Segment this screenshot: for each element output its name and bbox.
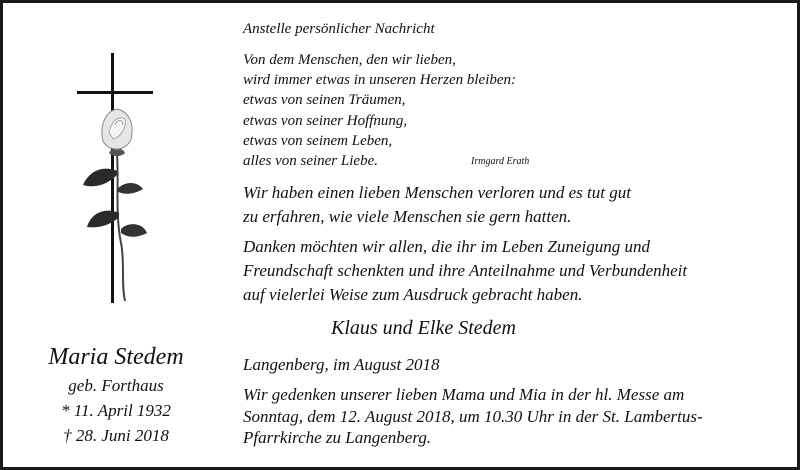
poem-line: etwas von seinen Träumen, [243, 92, 406, 109]
intro-text: Anstelle persönlicher Nachricht [243, 21, 435, 37]
poem-line: wird immer etwas in unseren Herzen bleiben: [243, 72, 517, 89]
paragraph-line: Wir haben einen lieben Menschen verloren und es tut gut [243, 183, 631, 202]
paragraph-line: Pfarrkirche zu Langenberg. [243, 428, 432, 447]
deceased-birth-date: * 11. April 1932 [61, 401, 171, 420]
place-date: Langenberg, im August 2018 [243, 355, 440, 374]
deceased-info [21, 344, 211, 448]
signers: Klaus und Elke Stedem [331, 317, 516, 339]
rose-icon [83, 109, 147, 301]
deceased-death-date: † 28. Juni 2018 [63, 426, 169, 445]
poem-line: etwas von seiner Hoffnung, [243, 112, 408, 129]
paragraph-line: Danken möchten wir allen, die ihr im Leben Zuneigung und [243, 237, 651, 256]
paragraph-line: Wir gedenken unserer lieben Mama und Mia in der hl. Messe am [243, 385, 685, 404]
message-paragraph-mass [243, 384, 703, 449]
paragraph-line: zu erfahren, wie viele Menschen sie gern hatten. [243, 207, 572, 226]
poem-line: alles von seiner Liebe. [243, 153, 378, 170]
deceased-name: Maria Stedem [48, 344, 184, 370]
deceased-maiden-name: geb. Forthaus [68, 376, 164, 395]
poem-line: Von dem Menschen, den wir lieben, [243, 52, 456, 68]
cross-with-rose [63, 53, 163, 305]
paragraph-line: Freundschaft schenkten und ihre Anteilnahme und Verbundenheit [243, 261, 688, 280]
poem-author: Irmgard Erath [471, 156, 530, 167]
message-paragraph-loss [243, 181, 631, 229]
paragraph-line: Sonntag, dem 12. August 2018, um 10.30 Uhr in der St. Lambertus- [243, 406, 703, 426]
poem-line: etwas von seinem Leben, [243, 132, 393, 149]
poem [243, 50, 530, 171]
message-paragraph-thanks [243, 235, 687, 307]
paragraph-line: auf vielerlei Weise zum Ausdruck gebracht haben. [243, 285, 583, 304]
